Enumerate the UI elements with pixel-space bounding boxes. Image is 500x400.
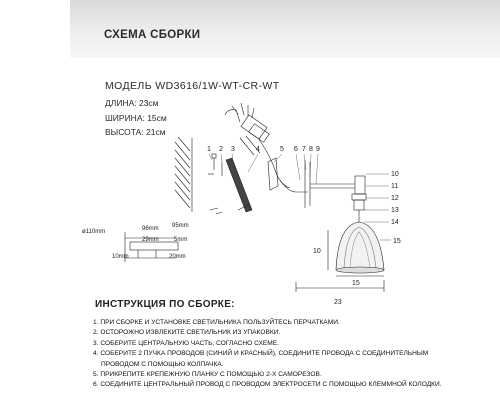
part-numbers-top	[207, 146, 320, 153]
part-number: 4	[256, 146, 260, 153]
dimension-height: ВЫСОТА: 21см	[105, 127, 166, 137]
part-number: 9	[316, 146, 320, 153]
dim-95-label: 95mm	[172, 223, 189, 229]
part-number: 3	[231, 146, 235, 153]
shade-height-label: 10	[313, 248, 321, 255]
part-number: 8	[309, 146, 313, 153]
lamp-socket	[352, 176, 366, 224]
part-number: 11	[391, 183, 399, 190]
dim-10-label: 10mm	[112, 254, 129, 260]
page-title: СХЕМА СБОРКИ	[104, 29, 201, 41]
instruction-step: 5. ПРИКРЕПИТЕ КРЕПЕЖНУЮ ПЛАНКУ С ПОМОЩЬЮ 2-Х САМОРЕЗОВ.	[93, 371, 322, 379]
dim-29-label: 29mm	[142, 237, 159, 243]
instructions-list	[93, 318, 498, 391]
lamp-arm	[268, 158, 355, 208]
instruction-step: 4. СОБЕРИТЕ 2 ПУЧКА ПРОВОДОВ (СИНИЙ И КРАСНЫЙ), СОЕДИНИТЕ ПРОВОДА С СОЕДИНИТЕЛЬНЫМ	[93, 350, 429, 358]
dim-20-label: 20mm	[169, 254, 186, 260]
part-number: 13	[391, 207, 399, 214]
part-number: 6	[294, 146, 298, 153]
dim-96-label: 96mm	[142, 226, 159, 232]
part-number: 7	[302, 146, 306, 153]
model-label: МОДЕЛЬ WD3616/1W-WT-CR-WT	[105, 80, 280, 92]
instruction-step-continued: ПРОВОДОМ С ПОМОЩЬЮ КОЛПАЧКА.	[101, 360, 224, 368]
shade-width-label: 15	[352, 280, 360, 287]
instructions-title: ИНСТРУКЦИЯ ПО СБОРКЕ:	[95, 299, 235, 310]
dimension-length: ДЛИНА: 23см	[105, 98, 159, 108]
part-number: 14	[391, 219, 399, 226]
dimension-width: ШИРИНА: 15см	[105, 112, 167, 123]
instruction-step: 1. ПРИ СБОРКЕ И УСТАНОВКЕ СВЕТИЛЬНИКА ПОЛЬЗУЙТЕСЬ ПЕРЧАТКАМИ.	[93, 319, 340, 326]
dim-outer-label: ø110mm	[82, 229, 106, 235]
part-number: 15	[393, 238, 401, 245]
part-number: 1	[207, 146, 211, 153]
instruction-step: 3. СОБЕРИТЕ ЦЕНТРАЛЬНУЮ ЧАСТЬ, СОГЛАСНО СХЕМЕ.	[93, 339, 279, 347]
glass-shade	[336, 222, 384, 273]
wall-hatching	[175, 137, 192, 212]
mounting-parts	[208, 154, 252, 214]
shade-total-label: 23	[334, 299, 342, 306]
part-leaders-top	[209, 154, 318, 184]
part-number: 2	[219, 146, 223, 153]
part-number: 12	[391, 195, 399, 202]
part-number: 10	[391, 171, 399, 178]
instruction-step: 2. ОСТОРОЖНО ИЗВЛЕКИТЕ СВЕТИЛЬНИК ИЗ УПАКОВКИ.	[93, 329, 281, 337]
dim-5-label: 5mm	[174, 237, 188, 243]
instruction-step: 6. СОЕДИНИТЕ ЦЕНТРАЛЬНЫЙ ПРОВОД С ПРОВОДОМ ЭЛЕКТРОСЕТИ С ПОМОЩЬЮ КЛЕММНОЙ КОЛОДКИ.	[93, 381, 442, 389]
header-bar	[70, 0, 500, 58]
part-number: 5	[280, 146, 284, 153]
part-numbers-right	[391, 171, 401, 245]
